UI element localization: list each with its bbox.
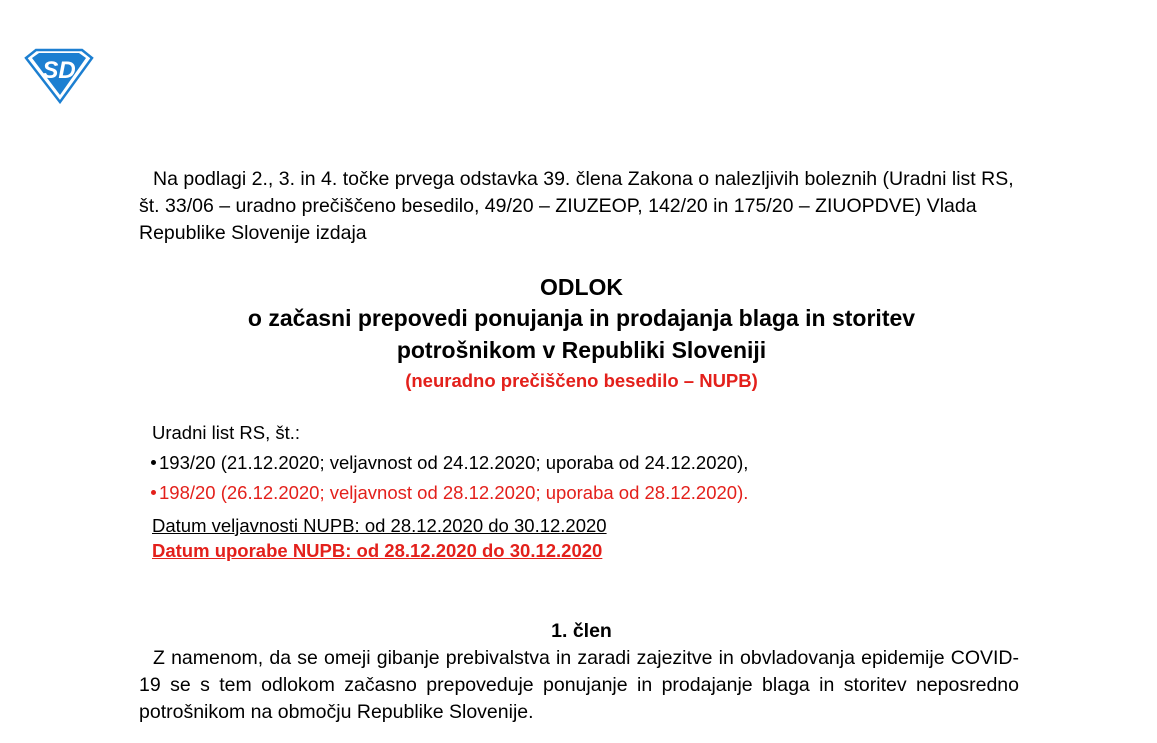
gazette-item-text: 198/20 (26.12.2020; veljavnost od 28.12.2020; uporaba od 28.12.2020). bbox=[159, 482, 749, 503]
validity-date: Datum veljavnosti NUPB: od 28.12.2020 do 30.12.2020 bbox=[152, 515, 607, 536]
bullet-icon bbox=[151, 460, 156, 465]
bullet-icon bbox=[151, 490, 156, 495]
document-subtitle-line-2: potrošnikom v Republiki Sloveniji bbox=[396, 337, 767, 363]
gazette-item bbox=[152, 480, 748, 510]
sd-diamond-logo-icon bbox=[22, 48, 96, 104]
article-1-title: 1. člen bbox=[551, 620, 612, 642]
gazette-item bbox=[152, 450, 748, 480]
document-title: ODLOK bbox=[539, 274, 624, 300]
official-gazette-list bbox=[152, 420, 748, 510]
gazette-label: Uradni list RS, št.: bbox=[152, 422, 301, 443]
intro-paragraph: Na podlagi 2., 3. in 4. točke prvega odstavka 39. člena Zakona o nalezljivih boleznih (Uradni list RS, št. 33/06 – uradno prečiščeno besedilo, 49/20 – ZIUZEOP, 142/20 in 175/20 – ZIUOPDVE) Vlada Republike Slovenije izdaja bbox=[139, 168, 1014, 244]
gazette-item-text: 193/20 (21.12.2020; veljavnost od 24.12.2020; uporaba od 24.12.2020), bbox=[159, 452, 749, 473]
nupb-dates bbox=[152, 513, 607, 563]
application-date: Datum uporabe NUPB: od 28.12.2020 do 30.12.2020 bbox=[152, 540, 603, 561]
svg-text:SD: SD bbox=[42, 57, 76, 84]
document-subtitle-line-1: o začasni prepovedi ponujanja in prodajanja blaga in storitev bbox=[247, 305, 916, 331]
unofficial-consolidated-note: (neuradno prečiščeno besedilo – NUPB) bbox=[405, 370, 758, 391]
article-1-body: Z namenom, da se omeji gibanje prebivalstva in zaradi zajezitve in obvladovanja epidemije COVID-19 se s tem odlokom začasno prepoveduje ponujanje in prodajanje blaga in storitev neposredno potrošnikom na območju Republike Slovenije. bbox=[139, 647, 1019, 723]
